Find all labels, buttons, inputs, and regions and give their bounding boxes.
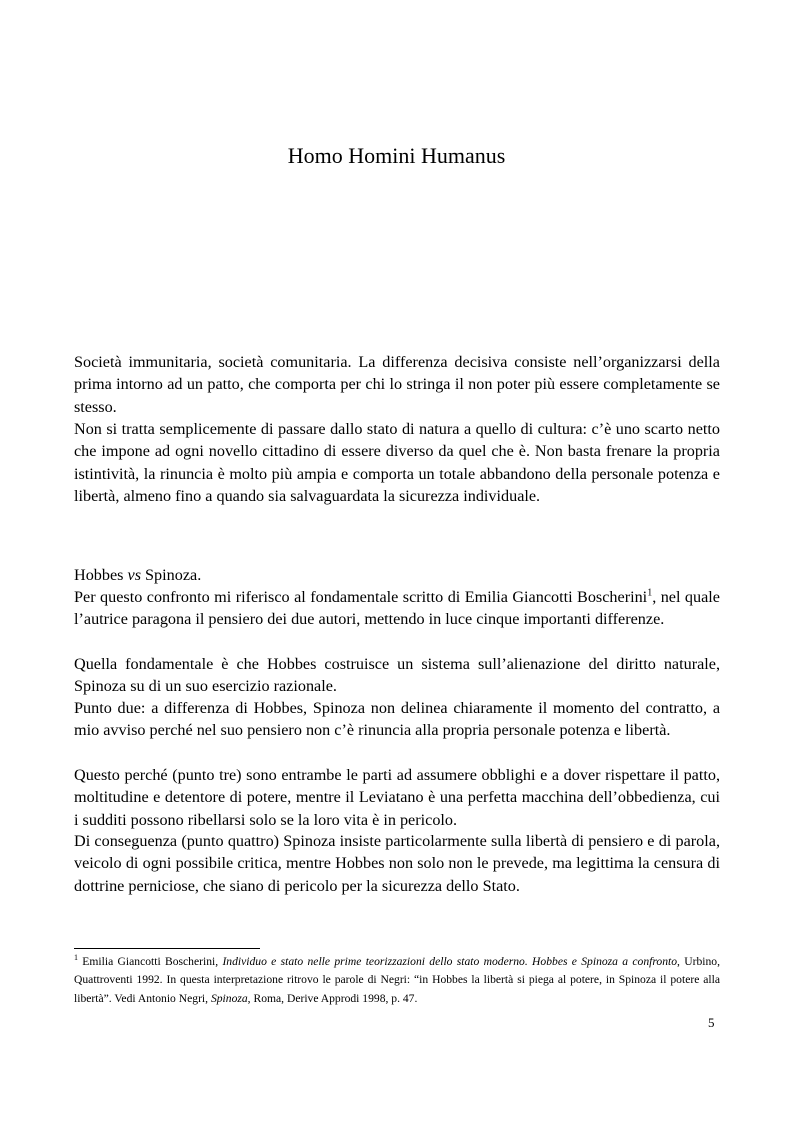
footnote bbox=[74, 953, 720, 1008]
paragraph-text-part-1: Per questo confronto mi riferisco al fondamentale scritto di Emilia Giancotti Boscherini bbox=[74, 588, 648, 606]
paragraph-fundamental-difference: Quella fondamentale è che Hobbes costruisce un sistema sull’alienazione del diritto naturale, Spinoza su di un suo esercizio razionale. bbox=[74, 655, 720, 696]
footnote-reference[interactable]: 1 bbox=[647, 587, 653, 599]
heading-text-vs: vs bbox=[127, 566, 141, 584]
paragraph-nature-culture: Non si tratta semplicemente di passare dallo stato di natura a quello di cultura: c’è uno scarto netto che impone ad ogni novello cittadino di essere diverso da quel che è. Non basta frenare la propria istintività, la rinuncia è molto più ampia e comporta un totale abbandono della personale potenza e libertà, almeno fino a quando sia salvaguardata la sicurezza individuale. bbox=[74, 420, 720, 505]
page-title: Homo Homini Humanus bbox=[287, 143, 506, 168]
footnote-marker: 1 bbox=[74, 953, 78, 963]
footnote-book-spinoza: Spinoza bbox=[210, 991, 248, 1005]
paragraph-point-three: Questo perché (punto tre) sono entrambe le parti ad assumere obblighi e a dover rispettare il patto, moltitudine e detentore di potere, mentre il Leviatano è una perfetta macchina dell’obbedienza, cui i sudditi possono ribellarsi solo se la loro vita è in pericolo. bbox=[74, 766, 720, 829]
footnote-text-2: , Roma, Derive Approdi 1998, p. 47. bbox=[247, 991, 418, 1005]
footnote-separator bbox=[74, 948, 260, 949]
paragraph-immunitary-society: Società immunitaria, società comunitaria. La differenza decisiva consiste nell’organizzarsi della prima intorno ad un patto, che comporta per chi lo stringa il non poter più essere completamente se stesso. bbox=[74, 353, 720, 416]
footnote-text-1: , Urbino, Quattroventi 1992. In questa interpretazione ritrovo le parole di Negri: “in Hobbes la libertà si piega al potere, in Spinoza il potere alla libertà”. Vedi Antonio Negri, bbox=[74, 955, 721, 1005]
heading-text-hobbes: Hobbes bbox=[74, 566, 128, 584]
paragraph-text-part-2: , nel quale l’autrice paragona il pensiero dei due autori, mettendo in luce cinque importanti differenze. bbox=[74, 588, 720, 629]
page-number: 5 bbox=[708, 1015, 715, 1030]
heading-text-spinoza: Spinoza. bbox=[141, 566, 202, 584]
paragraph-point-four: Di conseguenza (punto quattro) Spinoza insiste particolarmente sulla libertà di pensiero e di parola, veicolo di ogni possibile critica, mentre Hobbes non solo non le prevede, ma legittima la censura di dottrine perniciose, che siano di pericolo per la sicurezza dello Stato. bbox=[74, 832, 720, 895]
paragraph-comparison-source bbox=[74, 586, 720, 631]
paragraph-point-two: Punto due: a differenza di Hobbes, Spinoza non delinea chiaramente il momento del contratto, a mio avviso perché nel suo pensiero non c’è rinuncia alla propria personale potenza e libertà. bbox=[74, 699, 720, 740]
footnote-book-title: Individuo e stato nelle prime teorizzazioni dello stato moderno. Hobbes e Spinoza a confronto bbox=[222, 955, 678, 968]
footnote-author: Emilia Giancotti Boscherini, bbox=[78, 955, 223, 968]
section-heading-hobbes-vs-spinoza bbox=[74, 564, 720, 586]
